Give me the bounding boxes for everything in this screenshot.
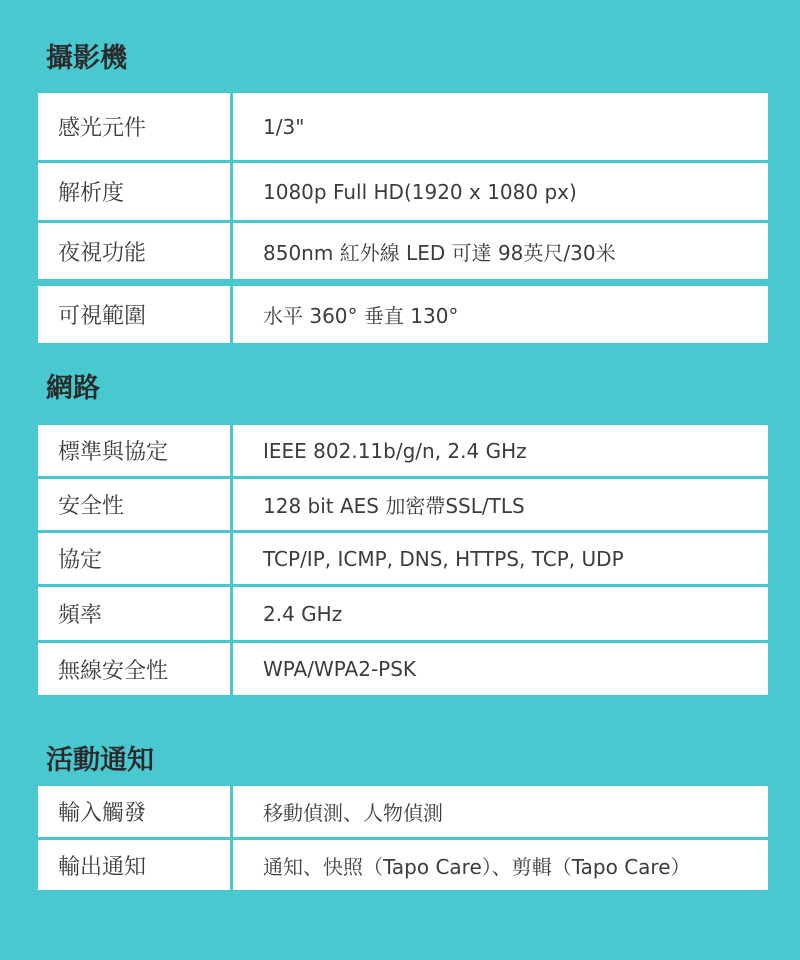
section-title-camera: 攝影機 bbox=[46, 43, 127, 74]
spec-label: 夜視功能 bbox=[38, 223, 230, 279]
spec-value: 2.4 GHz bbox=[233, 587, 768, 640]
table-row bbox=[38, 286, 768, 343]
table-row bbox=[38, 587, 768, 640]
spec-value: 850nm 紅外線 LED 可達 98英尺/30米 bbox=[233, 223, 768, 279]
spec-label: 解析度 bbox=[38, 163, 230, 220]
spec-value: 1080p Full HD(1920 x 1080 px) bbox=[233, 163, 768, 220]
spec-table-event-notification bbox=[38, 786, 768, 890]
spec-value: 移動偵測、人物偵測 bbox=[233, 786, 768, 837]
spec-value: 通知、快照（Tapo Care）、剪輯（Tapo Care） bbox=[233, 840, 768, 890]
spec-label: 輸入觸發 bbox=[38, 786, 230, 837]
table-row bbox=[38, 643, 768, 695]
spec-label: 頻率 bbox=[38, 587, 230, 640]
spec-label: 感光元件 bbox=[38, 93, 230, 160]
spec-table-camera bbox=[38, 93, 768, 343]
spec-label: 無線安全性 bbox=[38, 643, 230, 695]
spec-label: 標準與協定 bbox=[38, 425, 230, 476]
spec-table-network bbox=[38, 425, 768, 695]
table-row bbox=[38, 425, 768, 476]
spec-value: WPA/WPA2-PSK bbox=[233, 643, 768, 695]
table-row bbox=[38, 479, 768, 530]
table-row bbox=[38, 840, 768, 890]
spec-value: TCP/IP, ICMP, DNS, HTTPS, TCP, UDP bbox=[233, 533, 768, 584]
spec-label: 輸出通知 bbox=[38, 840, 230, 890]
spec-label: 可視範圍 bbox=[38, 286, 230, 343]
table-row bbox=[38, 786, 768, 837]
table-row bbox=[38, 223, 768, 279]
spec-value: IEEE 802.11b/g/n, 2.4 GHz bbox=[233, 425, 768, 476]
table-row bbox=[38, 93, 768, 160]
spec-label: 安全性 bbox=[38, 479, 230, 530]
spec-value: 128 bit AES 加密帶SSL/TLS bbox=[233, 479, 768, 530]
table-row bbox=[38, 533, 768, 584]
section-title-network: 網路 bbox=[46, 373, 100, 404]
spec-value: 1/3" bbox=[233, 93, 768, 160]
section-title-event-notification: 活動通知 bbox=[46, 745, 154, 776]
spec-value: 水平 360° 垂直 130° bbox=[233, 286, 768, 343]
spec-label: 協定 bbox=[38, 533, 230, 584]
table-row bbox=[38, 163, 768, 220]
